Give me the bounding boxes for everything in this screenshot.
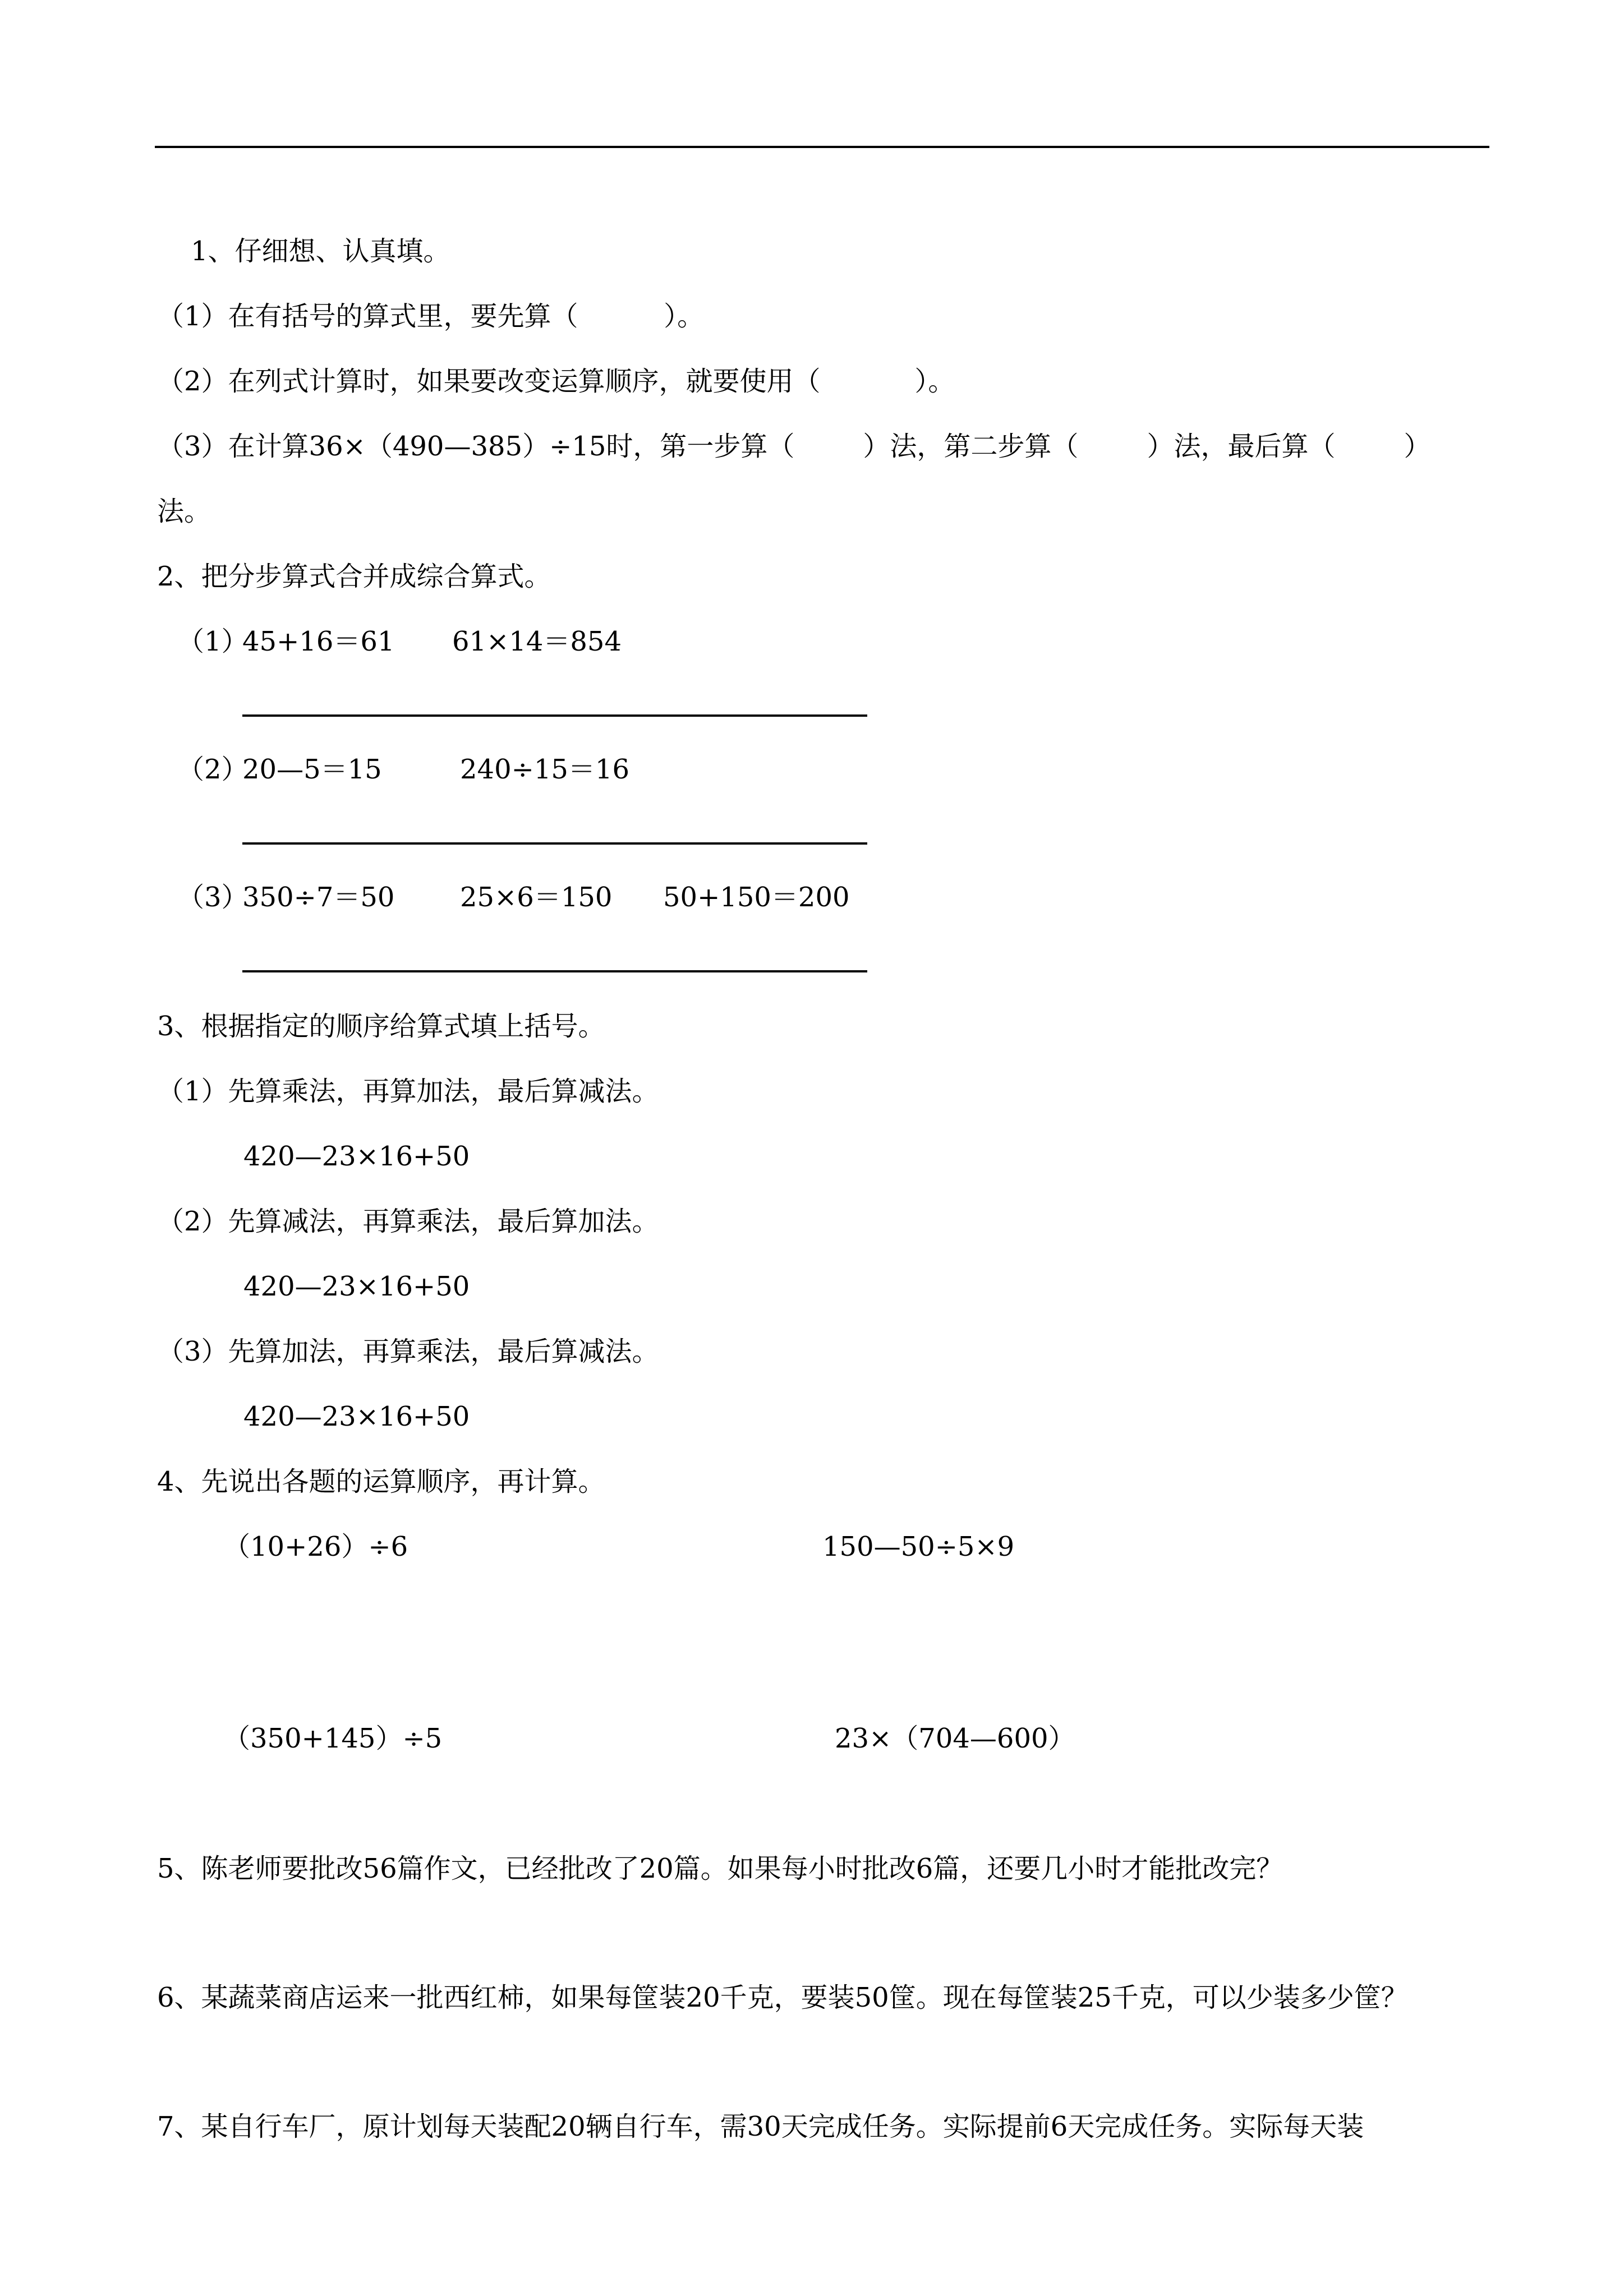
- section3-item2-expr: 420—23×16+50: [243, 1271, 470, 1302]
- section2-item2-step1: 20—5＝15: [242, 754, 382, 785]
- section1-title: 1、仔细想、认真填。: [191, 236, 450, 267]
- section2-item1-answer-line: [242, 714, 867, 717]
- section2-item3-step2: 25×6＝150: [460, 882, 613, 913]
- section3-item1-instruction: （1）先算乘法，再算加法，最后算减法。: [157, 1076, 659, 1107]
- section2-title: 2、把分步算式合并成综合算式。: [157, 561, 551, 592]
- section6-question: 6、某蔬菜商店运来一批西红柿，如果每筐装20千克，要装50筐。现在每筐装25千克，可以少装多少筐？: [157, 1982, 1408, 2013]
- section3-item3-expr: 420—23×16+50: [243, 1401, 470, 1432]
- section1-q2: （2）在列式计算时，如果要改变运算顺序，就要使用（ ）。: [157, 366, 955, 397]
- section2-item1-label: （1）: [177, 626, 249, 657]
- section1-q1: （1）在有括号的算式里，要先算（ ）。: [157, 301, 705, 332]
- section4-expr3: （350+145）÷5: [223, 1723, 443, 1754]
- section3-title: 3、根据指定的顺序给算式填上括号。: [157, 1011, 605, 1042]
- section4-expr2: 150—50÷5×9: [822, 1531, 1015, 1562]
- section2-item2-label: （2）: [177, 754, 249, 785]
- section2-item3-label: （3）: [177, 882, 249, 913]
- section4-title: 4、先说出各题的运算顺序，再计算。: [157, 1466, 605, 1497]
- section2-item3-step3: 50+150＝200: [663, 882, 850, 913]
- section3-item1-expr: 420—23×16+50: [243, 1141, 470, 1172]
- section2-item1-step2: 61×14＝854: [452, 626, 622, 657]
- section4-expr4: 23×（704—600）: [835, 1723, 1075, 1754]
- section5-question: 5、陈老师要批改56篇作文，已经批改了20篇。如果每小时批改6篇，还要几小时才能批改完？: [157, 1853, 1283, 1884]
- section1-q3-continued: 法。: [157, 496, 211, 527]
- section2-item2-step2: 240÷15＝16: [460, 754, 629, 785]
- section7-question: 7、某自行车厂，原计划每天装配20辆自行车，需30天完成任务。实际提前6天完成任务。实际每天装: [157, 2111, 1364, 2142]
- section2-item3-step1: 350÷7＝50: [242, 882, 395, 913]
- section3-item3-instruction: （3）先算加法，再算乘法，最后算减法。: [157, 1336, 659, 1367]
- section2-item2-answer-line: [242, 842, 867, 845]
- section3-item2-instruction: （2）先算减法，再算乘法，最后算加法。: [157, 1206, 659, 1237]
- section1-q3: （3）在计算36×（490—385）÷15时，第一步算（ ）法，第二步算（ ）法，最后算（ ）: [157, 431, 1431, 462]
- section4-expr1: （10+26）÷6: [223, 1531, 408, 1562]
- section2-item1-step1: 45+16＝61: [242, 626, 395, 657]
- section2-item3-answer-line: [242, 970, 867, 972]
- header-rule: [155, 146, 1489, 148]
